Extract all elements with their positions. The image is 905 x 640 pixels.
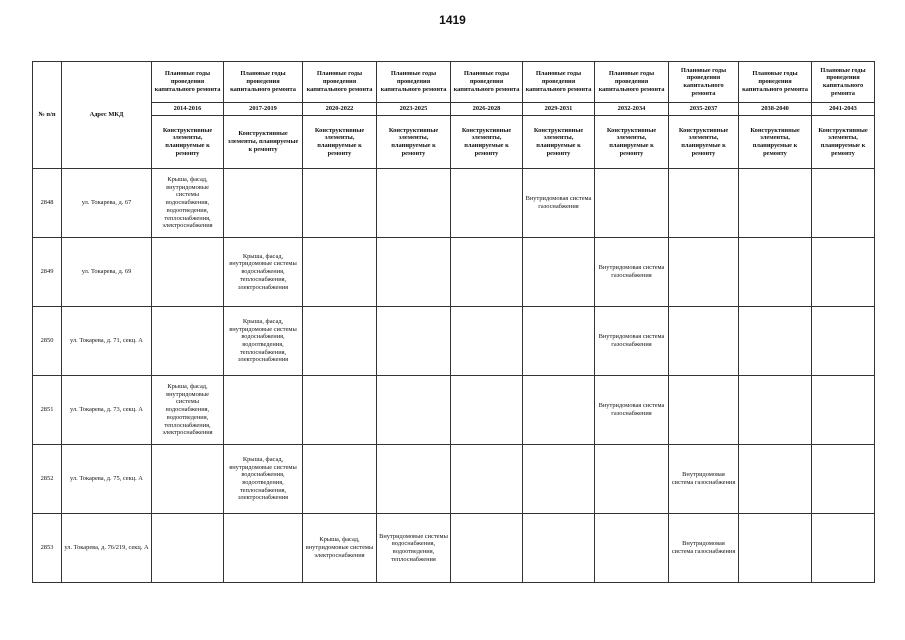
period-header: Плановые годы проведения капитального ремонта — [303, 62, 377, 103]
year-range-header: 2029-2031 — [523, 103, 595, 116]
year-range-header: 2017-2019 — [224, 103, 303, 116]
period-header: Плановые годы проведения капитального ремонта — [224, 62, 303, 103]
work-cell — [451, 376, 523, 445]
header-row-periods — [33, 62, 875, 103]
work-cell: Внутридомовая система газоснабжения — [595, 376, 669, 445]
elements-header: Конструктивные элементы, планируемые к ремонту — [669, 116, 739, 169]
elements-header: Конструктивные элементы, планируемые к ремонту — [595, 116, 669, 169]
year-range-header: 2023-2025 — [377, 103, 451, 116]
row-address: ул. Токарева, д. 71, секц. А — [62, 307, 152, 376]
work-cell — [739, 376, 812, 445]
work-cell — [224, 376, 303, 445]
row-address: ул. Токарева, д. 76/219, секц. А — [62, 514, 152, 583]
work-cell — [451, 514, 523, 583]
work-cell — [669, 307, 739, 376]
period-header: Плановые годы проведения капитального ремонта — [812, 62, 875, 103]
work-cell — [739, 169, 812, 238]
period-header: Плановые годы проведения капитального ремонта — [669, 62, 739, 103]
work-cell: Внутридомовая система газоснабжения — [669, 514, 739, 583]
work-cell — [152, 238, 224, 307]
row-address: ул. Токарева, д. 75, секц. А — [62, 445, 152, 514]
work-cell: Внутридомовая система газоснабжения — [669, 445, 739, 514]
work-cell — [152, 514, 224, 583]
period-header: Плановые годы проведения капитального ремонта — [523, 62, 595, 103]
work-cell — [812, 445, 875, 514]
work-cell — [812, 514, 875, 583]
work-cell — [523, 238, 595, 307]
work-cell: Крыша, фасад, внутридомовые системы водоснабжения, водоотведения, теплоснабжения, электроснабжения — [224, 307, 303, 376]
work-cell — [739, 238, 812, 307]
work-cell — [152, 445, 224, 514]
work-cell — [523, 445, 595, 514]
elements-header: Конструктивные элементы, планируемые к ремонту — [377, 116, 451, 169]
work-cell — [523, 514, 595, 583]
work-cell — [812, 376, 875, 445]
work-cell — [377, 307, 451, 376]
elements-header: Конструктивные элементы, планируемые к ремонту — [739, 116, 812, 169]
period-header: Плановые годы проведения капитального ремонта — [377, 62, 451, 103]
row-number: 2850 — [33, 307, 62, 376]
work-cell — [739, 514, 812, 583]
year-range-header: 2038-2040 — [739, 103, 812, 116]
work-cell — [303, 307, 377, 376]
row-address: ул. Токарева, д. 69 — [62, 238, 152, 307]
row-address: ул. Токарева, д. 67 — [62, 169, 152, 238]
work-cell — [523, 376, 595, 445]
work-cell: Крыша, фасад, внутридомовые системы водоснабжения, теплоснабжения, электроснабжения — [224, 238, 303, 307]
work-cell — [377, 238, 451, 307]
work-cell — [812, 307, 875, 376]
work-cell — [739, 307, 812, 376]
work-cell: Внутридомовые системы водоснабжения, водоотведения, теплоснабжения — [377, 514, 451, 583]
work-cell — [739, 445, 812, 514]
address-header: Адрес МКД — [62, 62, 152, 169]
work-cell — [595, 445, 669, 514]
work-cell: Крыша, фасад, внутридомовые системы водоснабжения, водоотведения, теплоснабжения, электроснабжения — [152, 169, 224, 238]
row-number: 2852 — [33, 445, 62, 514]
table-row — [33, 514, 875, 583]
work-cell — [451, 238, 523, 307]
row-address: ул. Токарева, д. 73, секц. А — [62, 376, 152, 445]
period-header: Плановые годы проведения капитального ремонта — [152, 62, 224, 103]
table-row — [33, 376, 875, 445]
work-cell — [224, 169, 303, 238]
work-cell — [224, 514, 303, 583]
work-cell — [812, 238, 875, 307]
table-row — [33, 445, 875, 514]
work-cell: Внутридомовая система газоснабжения — [523, 169, 595, 238]
period-header: Плановые годы проведения капитального ремонта — [595, 62, 669, 103]
table-row — [33, 307, 875, 376]
elements-header: Конструктивные элементы, планируемые к ремонту — [303, 116, 377, 169]
table-row — [33, 238, 875, 307]
work-cell — [669, 376, 739, 445]
work-cell — [669, 169, 739, 238]
elements-header: Конструктивные элементы, планируемые к ремонту — [451, 116, 523, 169]
num-header: № п/п — [33, 62, 62, 169]
work-cell — [595, 169, 669, 238]
work-cell — [523, 307, 595, 376]
work-cell — [377, 445, 451, 514]
work-cell — [669, 238, 739, 307]
work-cell — [595, 514, 669, 583]
row-number: 2849 — [33, 238, 62, 307]
year-range-header: 2014-2016 — [152, 103, 224, 116]
work-cell: Крыша, фасад, внутридомовые системы водоснабжения, водоотведения, теплоснабжения, электроснабжения — [152, 376, 224, 445]
elements-header: Конструктивные элементы, планируемые к ремонту — [523, 116, 595, 169]
year-range-header: 2041-2043 — [812, 103, 875, 116]
header-row-elements — [33, 116, 875, 169]
row-number: 2851 — [33, 376, 62, 445]
work-cell — [377, 169, 451, 238]
work-cell — [451, 307, 523, 376]
work-cell: Внутридомовая система газоснабжения — [595, 307, 669, 376]
work-cell — [377, 376, 451, 445]
work-cell — [303, 376, 377, 445]
row-number: 2853 — [33, 514, 62, 583]
elements-header: Конструктивные элементы, планируемые к ремонту — [812, 116, 875, 169]
table-row — [33, 169, 875, 238]
year-range-header: 2032-2034 — [595, 103, 669, 116]
work-cell: Крыша, фасад, внутридомовые системы водоснабжения, водоотведения, теплоснабжения, электроснабжения — [224, 445, 303, 514]
year-range-header: 2026-2028 — [451, 103, 523, 116]
work-cell — [812, 169, 875, 238]
work-cell — [451, 169, 523, 238]
capital-repair-schedule-table — [32, 61, 875, 583]
work-cell — [303, 445, 377, 514]
work-cell — [451, 445, 523, 514]
work-cell — [152, 307, 224, 376]
elements-header: Конструктивные элементы, планируемые к ремонту — [152, 116, 224, 169]
elements-header: Конструктивные элементы, планируемые к ремонту — [224, 116, 303, 169]
work-cell: Крыша, фасад, внутридомовые системы электроснабжения — [303, 514, 377, 583]
work-cell: Внутридомовая система газоснабжения — [595, 238, 669, 307]
header-row-years — [33, 103, 875, 116]
row-number: 2848 — [33, 169, 62, 238]
year-range-header: 2020-2022 — [303, 103, 377, 116]
page-number: 1419 — [439, 13, 466, 27]
period-header: Плановые годы проведения капитального ремонта — [739, 62, 812, 103]
year-range-header: 2035-2037 — [669, 103, 739, 116]
period-header: Плановые годы проведения капитального ремонта — [451, 62, 523, 103]
work-cell — [303, 238, 377, 307]
work-cell — [303, 169, 377, 238]
